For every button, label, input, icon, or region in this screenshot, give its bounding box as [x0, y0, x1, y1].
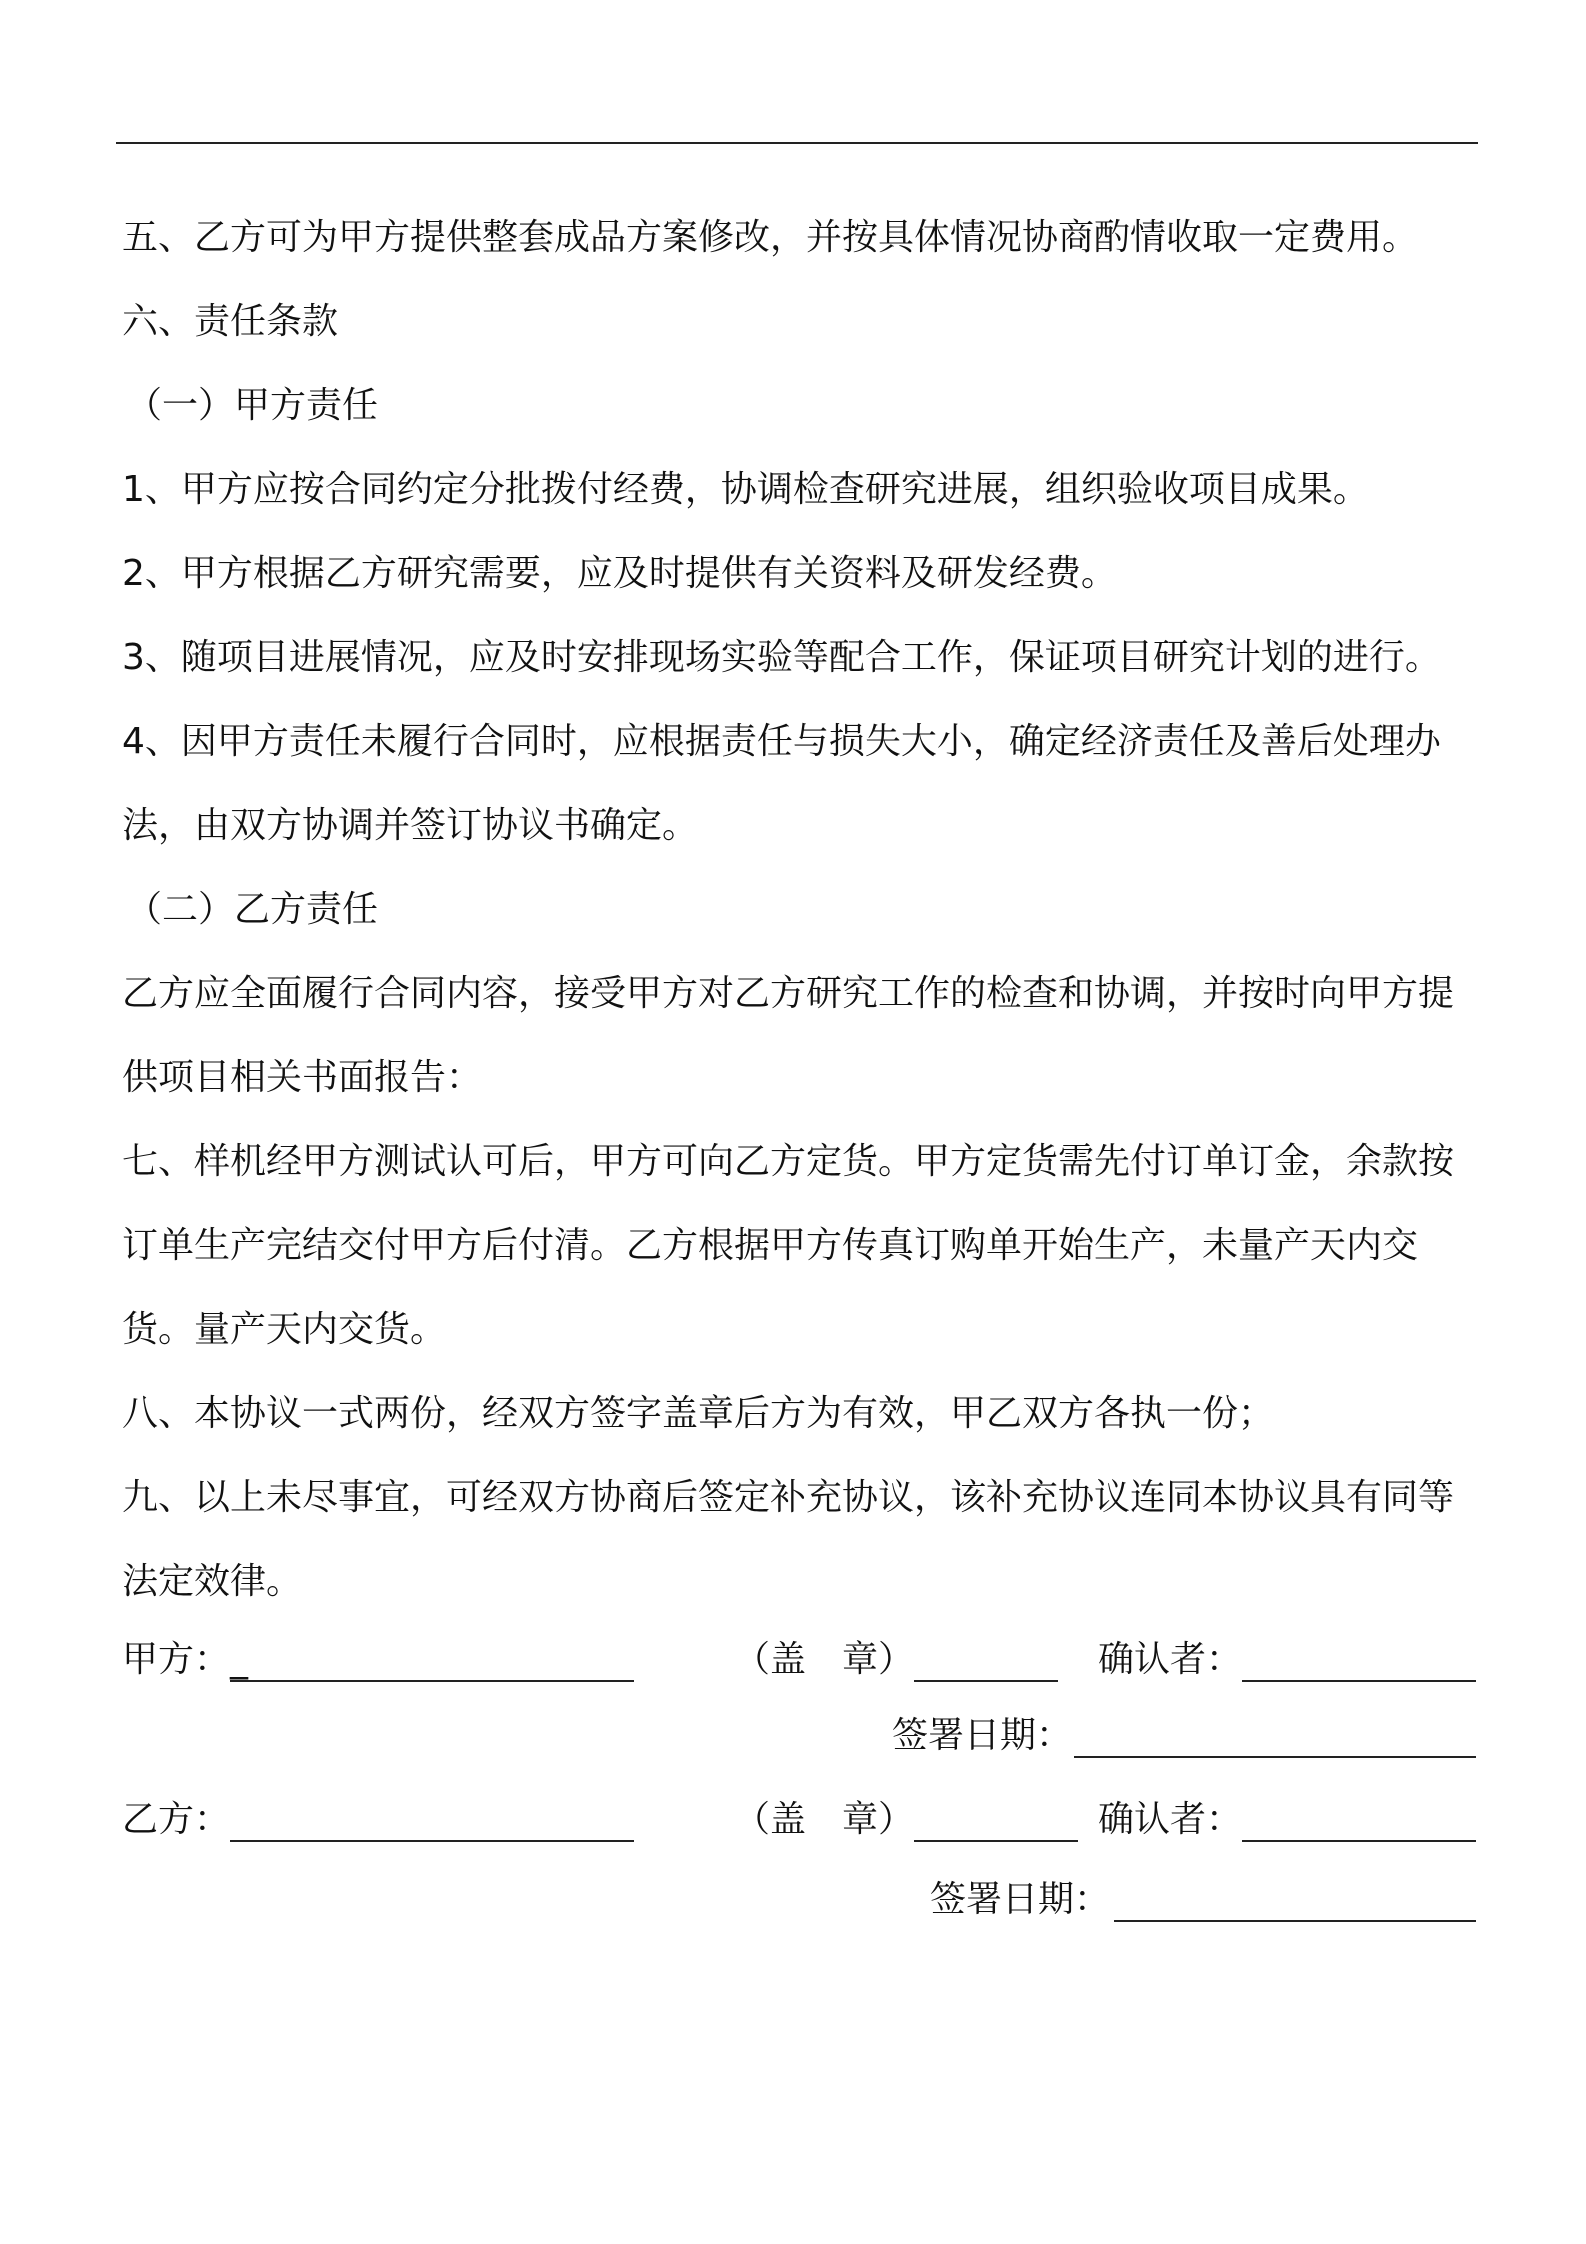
party-a-confirmer-label: 确认者： — [1098, 1639, 1243, 1680]
party-a-seal-line[interactable] — [914, 1680, 1058, 1682]
party-b-signature-row — [122, 1790, 1482, 1850]
party-a-label: 甲方： — [122, 1639, 231, 1680]
party-a-prefix: _ — [230, 1639, 248, 1680]
party-a-item-1: 1、甲方应按合同约定分批拨付经费，协调检查研究进展，组织验收项目成果。 — [122, 469, 1369, 510]
party-a-sign-date-line[interactable] — [1074, 1756, 1476, 1758]
clause-9: 九、以上未尽事宜，可经双方协商后签定补充协议，该补充协议连同本协议具有同等法定效律。 — [122, 1477, 1455, 1602]
party-b-seal-line[interactable] — [914, 1840, 1078, 1842]
party-b-label: 乙方： — [122, 1799, 231, 1840]
party-b-seal-label: （盖 章） — [734, 1799, 915, 1840]
party-b-name-line[interactable] — [230, 1840, 634, 1842]
party-b-date-row — [122, 1870, 1482, 1930]
subsection-party-b-heading: （二）乙方责任 — [126, 889, 379, 930]
party-a-signature-row — [122, 1630, 1482, 1690]
party-b-sign-date-label: 签署日期： — [930, 1879, 1111, 1920]
clause-7: 七、样机经甲方测试认可后，甲方可向乙方定货。甲方定货需先付订单订金，余款按订单生产完结交付甲方后付清。乙方根据甲方传真订购单开始生产，未量产天内交货。量产天内交货。 — [122, 1141, 1455, 1350]
party-a-item-2: 2、甲方根据乙方研究需要，应及时提供有关资料及研发经费。 — [122, 553, 1117, 594]
subsection-party-a-heading: （一）甲方责任 — [126, 385, 379, 426]
document-body — [122, 196, 1482, 1624]
party-a-item-3: 3、随项目进展情况，应及时安排现场实验等配合工作，保证项目研究计划的进行。 — [122, 637, 1441, 678]
section-6-heading: 六、责任条款 — [122, 301, 339, 342]
top-rule — [116, 142, 1478, 144]
party-b-sign-date-line[interactable] — [1114, 1920, 1476, 1922]
party-a-item-4: 4、因甲方责任未履行合同时，应根据责任与损失大小，确定经济责任及善后处理办法，由双方协调并签订协议书确定。 — [122, 721, 1441, 846]
party-a-date-row — [122, 1706, 1482, 1766]
party-a-confirmer-line[interactable] — [1242, 1680, 1476, 1682]
party-b-duty: 乙方应全面履行合同内容，接受甲方对乙方研究工作的检查和协调，并按时向甲方提供项目相关书面报告： — [122, 973, 1455, 1098]
clause-8: 八、本协议一式两份，经双方签字盖章后方为有效，甲乙双方各执一份； — [122, 1393, 1275, 1434]
party-a-name-line[interactable] — [230, 1680, 634, 1682]
party-a-seal-label: （盖 章） — [734, 1639, 915, 1680]
party-b-confirmer-label: 确认者： — [1098, 1799, 1243, 1840]
party-a-sign-date-label: 签署日期： — [892, 1715, 1073, 1756]
clause-5: 五、乙方可为甲方提供整套成品方案修改，并按具体情况协商酌情收取一定费用。 — [122, 217, 1419, 258]
party-b-confirmer-line[interactable] — [1242, 1840, 1476, 1842]
